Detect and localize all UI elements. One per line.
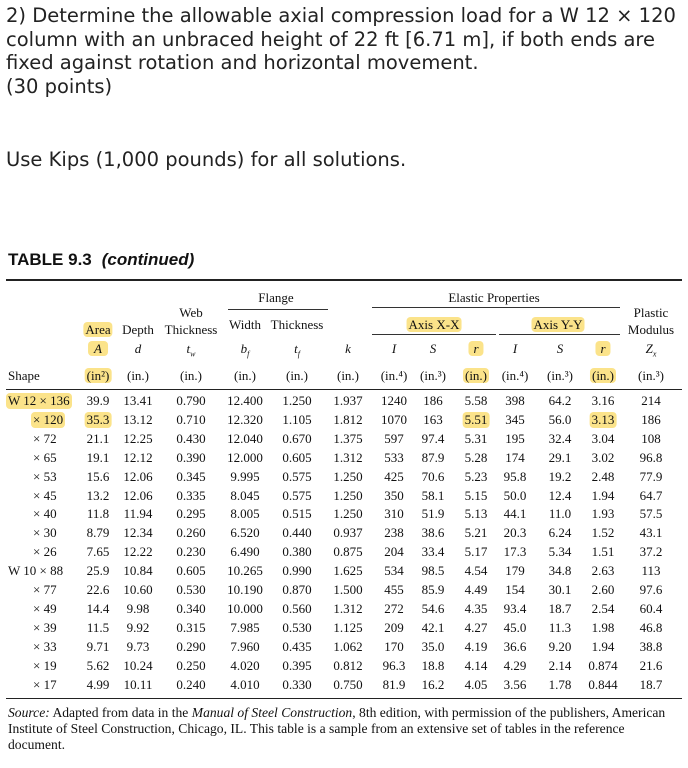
cell-ry: 1.98	[591, 619, 615, 635]
cell-d: 9.98	[126, 600, 150, 616]
cell-sy: 64.2	[548, 393, 572, 408]
cell-ix: 204	[384, 544, 404, 560]
cell-iy: 95.8	[503, 468, 527, 484]
header-area-label: Area	[85, 322, 111, 337]
symbol-z: $Z_x$	[645, 341, 657, 359]
cell-tf: 0.870	[282, 582, 312, 597]
cell-shape: W 10 × 88	[8, 563, 64, 579]
cell-ry: 0.844	[588, 676, 618, 692]
units-area: (in²)	[86, 368, 110, 383]
cell-ix: 455	[384, 582, 404, 597]
units-note: Use Kips (1,000 pounds) for all solutions.	[6, 148, 407, 171]
table-header-rule	[6, 389, 682, 390]
cell-tf: 0.435	[282, 638, 312, 654]
cell-tw: 0.530	[176, 582, 206, 597]
question-text	[6, 4, 682, 98]
cell-ry: 1.94	[591, 487, 615, 503]
cell-a: 7.65	[86, 544, 110, 560]
cell-ry: 1.51	[591, 544, 615, 560]
source-manual-title: Manual of Steel Construction	[191, 705, 353, 720]
cell-tw: 0.295	[176, 506, 206, 522]
cell-tw: 0.390	[176, 449, 206, 465]
symbol-iy: I	[512, 341, 518, 356]
cell-a: 35.3	[86, 411, 110, 427]
cell-d: 13.41	[123, 393, 153, 408]
cell-k: 1.625	[333, 563, 363, 579]
cell-tf: 0.990	[282, 563, 312, 579]
cell-ry: 2.48	[591, 468, 615, 484]
cell-z: 96.8	[639, 449, 663, 465]
cell-rx: 5.31	[464, 430, 488, 446]
cell-shape: × 49	[33, 600, 57, 616]
cell-tf: 0.395	[282, 657, 312, 673]
cell-z: 60.4	[639, 600, 663, 616]
cell-iy: 50.0	[503, 487, 527, 503]
table-top-rule	[6, 279, 682, 281]
cell-ix: 350	[384, 487, 404, 503]
cell-sx: 58.1	[421, 487, 445, 503]
cell-sy: 9.20	[548, 638, 572, 654]
header-elastic-properties: Elastic Properties	[448, 290, 540, 305]
cell-d: 12.25	[123, 430, 153, 446]
symbol-rx: r	[468, 341, 483, 357]
cell-bf: 8.005	[230, 506, 260, 522]
cell-sx: 16.2	[421, 676, 445, 692]
cell-sy: 18.7	[548, 600, 572, 616]
cell-ry: 2.63	[591, 563, 615, 579]
cell-sy: 32.4	[548, 430, 572, 446]
cell-z: 57.5	[639, 506, 663, 522]
table-title	[8, 250, 194, 270]
cell-d: 10.24	[123, 657, 153, 673]
cell-z: 38.8	[639, 638, 663, 654]
cell-a: 22.6	[86, 582, 110, 597]
cell-a: 39.9	[86, 393, 110, 408]
cell-bf: 8.045	[230, 487, 260, 503]
cell-rx: 4.05	[464, 676, 488, 692]
cell-ry: 3.04	[591, 430, 615, 446]
cell-rx: 5.23	[464, 468, 488, 484]
cell-rx: 4.14	[464, 657, 488, 673]
cell-shape: × 40	[33, 506, 57, 522]
header-modulus: Modulus	[627, 322, 675, 337]
cell-ix: 425	[384, 468, 404, 484]
cell-a: 5.62	[86, 657, 110, 673]
cell-sy: 19.2	[548, 468, 572, 484]
cell-d: 11.94	[123, 506, 153, 522]
cell-sy: 11.0	[548, 506, 572, 522]
source-label: Source:	[8, 705, 50, 720]
cell-z: 77.9	[639, 468, 663, 484]
cell-shape: W 12 × 136	[8, 393, 70, 408]
cell-bf: 4.010	[230, 676, 260, 692]
cell-bf: 4.020	[230, 657, 260, 673]
cell-iy: 174	[505, 449, 525, 465]
table-number: TABLE 9.3	[8, 250, 92, 269]
cell-shape: × 26	[33, 544, 57, 560]
cell-sy: 11.3	[548, 619, 572, 635]
cell-ry: 1.93	[591, 506, 615, 522]
cell-tw: 0.250	[176, 657, 206, 673]
cell-iy: 20.3	[503, 525, 527, 541]
cell-iy: 195	[505, 430, 525, 446]
cell-d: 10.11	[123, 676, 153, 692]
cell-tf: 0.575	[282, 487, 312, 503]
units-sy: (in.³)	[547, 368, 573, 383]
cell-z: 113	[641, 563, 661, 579]
cell-tw: 0.605	[176, 563, 206, 579]
cell-a: 11.8	[86, 506, 110, 522]
cell-d: 12.06	[123, 468, 153, 484]
cell-ry: 2.54	[591, 600, 615, 616]
cell-ix: 209	[384, 619, 404, 635]
cell-z: 37.2	[639, 544, 663, 560]
cell-bf: 7.960	[230, 638, 260, 654]
cell-sy: 30.1	[548, 582, 572, 597]
cell-ix: 170	[384, 638, 404, 654]
cell-tw: 0.230	[176, 544, 206, 560]
cell-ix: 1240	[381, 393, 407, 408]
cell-sx: 70.6	[421, 468, 445, 484]
cell-rx: 4.27	[464, 619, 488, 635]
cell-tw: 0.335	[176, 487, 206, 503]
cell-tw: 0.260	[176, 525, 206, 541]
cell-k: 0.875	[333, 544, 363, 560]
cell-iy: 154	[505, 582, 525, 597]
cell-rx: 5.17	[464, 544, 488, 560]
cell-k: 0.750	[333, 676, 363, 692]
header-flange: Flange	[258, 290, 294, 305]
cell-sx: 38.6	[421, 525, 445, 541]
units-depth: (in.)	[126, 368, 150, 383]
cell-k: 1.312	[333, 449, 363, 465]
cell-d: 12.34	[123, 525, 153, 541]
cell-tf: 0.330	[282, 676, 312, 692]
cell-iy: 45.0	[503, 619, 527, 635]
cell-z: 97.6	[639, 582, 663, 597]
cell-ry: 3.02	[591, 449, 615, 465]
cell-k: 1.062	[333, 638, 363, 654]
cell-k: 1.812	[333, 411, 363, 427]
cell-k: 1.250	[333, 487, 363, 503]
table-bottom-rule	[6, 698, 682, 699]
cell-k: 1.250	[333, 468, 363, 484]
cell-z: 108	[641, 430, 661, 446]
cell-z: 46.8	[639, 619, 663, 635]
cell-z: 43.1	[639, 525, 663, 541]
cell-tw: 0.290	[176, 638, 206, 654]
cell-bf: 7.985	[230, 619, 260, 635]
cell-shape: × 30	[33, 525, 57, 541]
cell-tf: 0.670	[282, 430, 312, 446]
flange-underline	[228, 309, 328, 310]
cell-iy: 44.1	[503, 506, 527, 522]
header-area	[83, 322, 112, 338]
cell-shape: × 53	[33, 468, 57, 484]
cell-a: 11.5	[86, 619, 110, 635]
cell-bf: 12.320	[227, 411, 263, 427]
symbol-sx: S	[429, 341, 437, 356]
cell-k: 1.937	[333, 393, 363, 408]
cell-shape: × 65	[33, 449, 57, 465]
axis-yy-label: Axis Y-Y	[533, 317, 583, 332]
cell-sx: 18.8	[421, 657, 445, 673]
cell-rx: 5.28	[464, 449, 488, 465]
cell-tf: 0.575	[282, 468, 312, 484]
cell-k: 1.375	[333, 430, 363, 446]
cell-k: 1.250	[333, 506, 363, 522]
cell-d: 9.92	[126, 619, 150, 635]
cell-tw: 0.345	[176, 468, 206, 484]
cell-sy: 12.4	[548, 487, 572, 503]
cell-sx: 42.1	[421, 619, 445, 635]
cell-sy: 2.14	[548, 657, 572, 673]
cell-sy: 29.1	[548, 449, 572, 465]
cell-bf: 10.265	[227, 563, 263, 579]
cell-rx: 4.54	[464, 563, 488, 579]
cell-k: 1.500	[333, 582, 363, 597]
elastic-underline	[372, 307, 620, 308]
header-axis-xx	[407, 317, 462, 333]
cell-iy: 345	[505, 411, 525, 427]
cell-sx: 186	[423, 393, 443, 408]
cell-k: 1.312	[333, 600, 363, 616]
symbol-area: A	[88, 341, 108, 357]
cell-a: 4.99	[86, 676, 110, 692]
cell-shape: × 19	[33, 657, 57, 673]
cell-sy: 1.78	[548, 676, 572, 692]
units-ry: (in.)	[591, 368, 615, 383]
axis-xx-underline	[372, 334, 496, 335]
symbol-ix: I	[391, 341, 397, 356]
cell-a: 8.79	[86, 525, 110, 541]
cell-ix: 81.9	[382, 676, 406, 692]
cell-d: 9.73	[126, 638, 150, 654]
cell-d: 10.84	[123, 563, 153, 579]
cell-bf: 12.040	[227, 430, 263, 446]
symbol-k: k	[345, 341, 351, 356]
cell-rx: 4.19	[464, 638, 488, 654]
header-thickness: Thickness	[164, 322, 218, 337]
cell-tw: 0.315	[176, 619, 206, 635]
cell-sx: 98.5	[421, 563, 445, 579]
units-k: (in.)	[336, 368, 360, 383]
cell-sx: 87.9	[421, 449, 445, 465]
units-iy: (in.⁴)	[501, 368, 529, 383]
cell-tf: 1.105	[282, 411, 312, 427]
cell-k: 0.812	[333, 657, 363, 673]
cell-tf: 0.515	[282, 506, 312, 522]
symbol-flange-thickness: $t_f$	[294, 341, 300, 359]
cell-z: 186	[641, 411, 661, 427]
cell-z: 21.6	[639, 657, 663, 673]
question-line: fixed against rotation and horizontal movement.	[6, 51, 479, 74]
cell-sx: 51.9	[421, 506, 445, 522]
cell-d: 12.12	[123, 449, 153, 465]
cell-tw: 0.240	[176, 676, 206, 692]
cell-iy: 17.3	[503, 544, 527, 560]
cell-a: 15.6	[86, 468, 110, 484]
cell-shape: × 33	[33, 638, 57, 654]
cell-k: 1.125	[333, 619, 363, 635]
header-depth: Depth	[122, 322, 154, 337]
cell-shape: × 45	[33, 487, 57, 503]
units-bf: (in.)	[233, 368, 257, 383]
cell-z: 18.7	[639, 676, 663, 692]
cell-iy: 93.4	[503, 600, 527, 616]
symbol-flange-width: $b_f$	[240, 341, 250, 359]
cell-rx: 4.35	[464, 600, 488, 616]
cell-d: 12.06	[123, 487, 153, 503]
cell-tf: 0.440	[282, 525, 312, 541]
header-web: Web	[179, 305, 203, 320]
cell-shape: × 77	[33, 582, 57, 597]
cell-ry: 3.13	[591, 411, 615, 427]
cell-sx: 97.4	[421, 430, 445, 446]
cell-sx: 163	[423, 411, 443, 427]
cell-sy: 56.0	[548, 411, 572, 427]
units-rx: (in.)	[464, 368, 488, 383]
cell-a: 19.1	[86, 449, 110, 465]
cell-tf: 0.380	[282, 544, 312, 560]
cell-rx: 4.49	[464, 582, 488, 597]
cell-ix: 272	[384, 600, 404, 616]
cell-tf: 0.605	[282, 449, 312, 465]
cell-iy: 36.6	[503, 638, 527, 654]
cell-d: 10.60	[123, 582, 153, 597]
cell-ry: 1.52	[591, 525, 615, 541]
cell-a: 21.1	[86, 430, 110, 446]
cell-ry: 2.60	[591, 582, 615, 597]
cell-k: 0.937	[333, 525, 363, 541]
units-sx: (in.³)	[420, 368, 446, 383]
units-tf: (in.)	[285, 368, 309, 383]
cell-ix: 1070	[381, 411, 407, 427]
symbol-depth: d	[134, 341, 142, 356]
cell-sx: 85.9	[421, 582, 445, 597]
cell-rx: 5.15	[464, 487, 488, 503]
cell-rx: 5.21	[464, 525, 488, 541]
cell-ix: 597	[384, 430, 404, 446]
units-shape: Shape	[8, 368, 40, 383]
table-source: Source: Adapted from data in the Manual of Steel Construction, 8th edition, with permission of the publishers, American Institute of Steel Construction, Chicago, IL. This table is a sample from an extensive set of tables in the reference document.	[8, 705, 666, 752]
axis-xx-label: Axis X-X	[408, 317, 460, 332]
cell-ix: 310	[384, 506, 404, 522]
cell-rx: 5.13	[464, 506, 488, 522]
cell-tw: 0.340	[176, 600, 206, 616]
cell-bf: 12.000	[227, 449, 263, 465]
cell-bf: 10.000	[227, 600, 263, 616]
cell-bf: 12.400	[227, 393, 263, 408]
cell-sy: 6.24	[548, 525, 572, 541]
cell-tf: 1.250	[282, 393, 312, 408]
cell-ix: 533	[384, 449, 404, 465]
header-flange-thickness: Thickness	[270, 317, 324, 332]
cell-ry: 1.94	[591, 638, 615, 654]
cell-bf: 6.490	[230, 544, 260, 560]
cell-bf: 10.190	[227, 582, 263, 597]
symbol-web-thickness: $t_w$	[186, 341, 196, 359]
cell-a: 13.2	[86, 487, 110, 503]
cell-rx: 5.51	[464, 411, 488, 427]
cell-sx: 35.0	[421, 638, 445, 654]
cell-iy: 398	[505, 393, 525, 408]
cell-bf: 6.520	[230, 525, 260, 541]
units-z: (in.³)	[638, 368, 664, 383]
units-ix: (in.⁴)	[380, 368, 408, 383]
cell-sy: 5.34	[548, 544, 572, 560]
cell-a: 14.4	[86, 600, 110, 616]
question-line: 2) Determine the allowable axial compression load for a W 12 × 120	[6, 4, 676, 27]
question-points: (30 points)	[6, 74, 113, 98]
header-plastic: Plastic	[633, 305, 669, 320]
cell-ix: 96.3	[382, 657, 406, 673]
symbol-ry: r	[595, 341, 610, 357]
cell-ry: 3.16	[591, 393, 615, 408]
cell-shape: × 72	[33, 430, 57, 446]
cell-sy: 34.8	[548, 563, 572, 579]
cell-sx: 54.6	[421, 600, 445, 616]
cell-tf: 0.560	[282, 600, 312, 616]
cell-ry: 0.874	[588, 657, 618, 673]
cell-tw: 0.710	[176, 411, 206, 427]
cell-shape: × 17	[33, 676, 57, 692]
cell-shape: × 39	[33, 619, 57, 635]
cell-d: 13.12	[123, 411, 153, 427]
cell-ix: 534	[384, 563, 404, 579]
cell-tf: 0.530	[282, 619, 312, 635]
cell-ix: 238	[384, 525, 404, 541]
cell-tw: 0.430	[176, 430, 206, 446]
cell-iy: 179	[505, 563, 525, 579]
axis-yy-underline	[499, 334, 620, 335]
header-width: Width	[229, 317, 261, 332]
units-tw: (in.)	[179, 368, 203, 383]
cell-d: 12.22	[123, 544, 153, 560]
cell-z: 64.7	[639, 487, 663, 503]
cell-sx: 33.4	[421, 544, 445, 560]
symbol-sy: S	[556, 341, 564, 356]
cell-rx: 5.58	[464, 393, 488, 408]
header-axis-yy	[532, 317, 585, 333]
cell-z: 214	[641, 393, 661, 408]
cell-tw: 0.790	[176, 393, 206, 408]
cell-bf: 9.995	[230, 468, 260, 484]
cell-a: 9.71	[86, 638, 110, 654]
cell-iy: 4.29	[503, 657, 527, 673]
cell-iy: 3.56	[503, 676, 527, 692]
cell-a: 25.9	[86, 563, 110, 579]
table-continued: (continued)	[101, 250, 195, 269]
cell-shape: × 120	[33, 411, 64, 427]
question-line: column with an unbraced height of 22 ft [6.71 m], if both ends are	[6, 27, 655, 51]
